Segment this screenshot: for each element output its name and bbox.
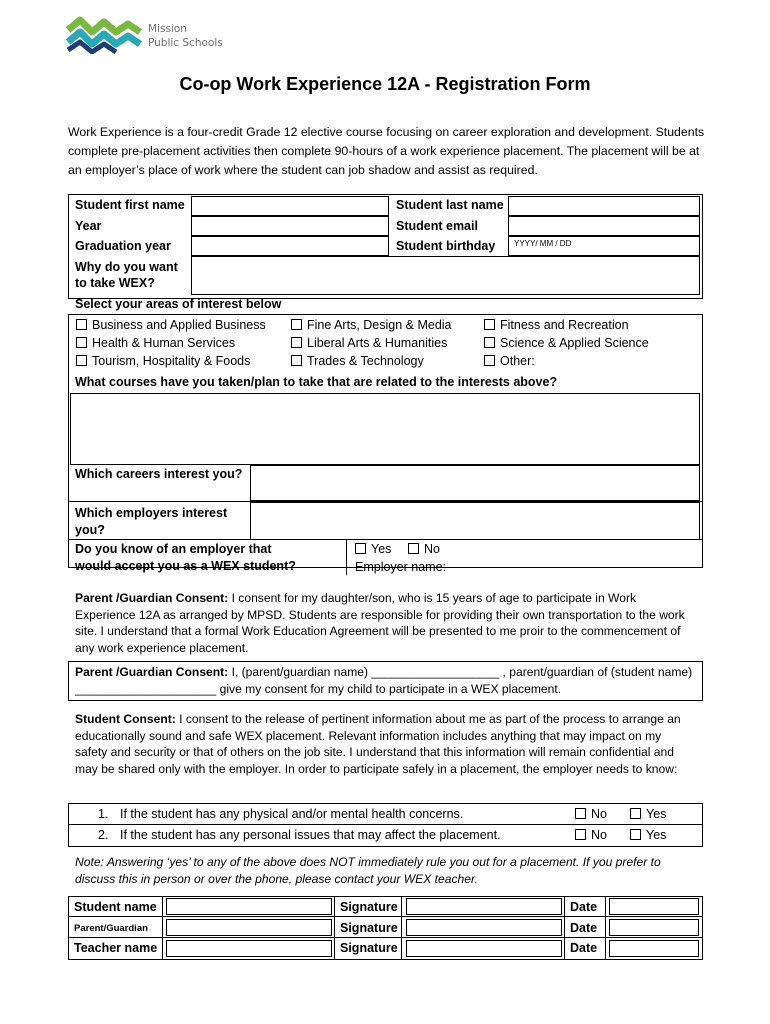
question-1-no[interactable] xyxy=(575,807,607,821)
page-title: Co-op Work Experience 12A - Registration Form xyxy=(179,74,591,94)
divider xyxy=(68,916,703,917)
no-label: No xyxy=(591,807,607,821)
last-name-label: Student last name xyxy=(396,198,504,212)
interest-label: Tourism, Hospitality & Foods xyxy=(92,354,251,368)
checkbox-icon xyxy=(76,319,87,330)
date-label: Date xyxy=(570,921,598,935)
student-name-input[interactable] xyxy=(166,898,332,915)
interest-label: Other: xyxy=(500,354,535,368)
student-consent-heading: Student Consent: xyxy=(75,712,176,726)
logo-mark-icon xyxy=(66,16,142,54)
interest-business[interactable] xyxy=(76,318,266,332)
checkbox-icon xyxy=(484,337,495,348)
birthday-label: Student birthday xyxy=(396,239,496,253)
question-1-text: If the student has any physical and/or mental health concerns. xyxy=(120,807,464,821)
logo-text xyxy=(148,22,223,50)
parent-consent-heading: Parent /Guardian Consent: xyxy=(75,591,229,605)
divider xyxy=(334,896,335,959)
parent-name-input[interactable] xyxy=(166,919,332,936)
logo-line-1: Mission xyxy=(148,23,187,35)
checkbox-icon xyxy=(291,355,302,366)
interest-label: Business and Applied Business xyxy=(92,318,266,332)
checkbox-icon xyxy=(76,355,87,366)
interest-label: Health & Human Services xyxy=(92,336,236,350)
intro-paragraph: Work Experience is a four-credit Grade 12 elective course focusing on career exploration and development. Students complete pre-placement activities then complete 90-hours of a work experience placement. The placement will be at an employer’s place of work where the student can job shadow and assist as required. xyxy=(68,125,705,177)
divider xyxy=(346,539,347,575)
student-date-input[interactable] xyxy=(609,898,699,915)
email-input[interactable] xyxy=(508,216,700,236)
divider xyxy=(162,896,163,959)
interest-label: Liberal Arts & Humanities xyxy=(307,336,448,350)
parent-consent-2-paragraph xyxy=(75,664,695,697)
student-info-section xyxy=(68,194,703,594)
divider xyxy=(564,896,565,959)
question-1-yes[interactable] xyxy=(630,807,666,821)
interest-liberal-arts[interactable] xyxy=(291,336,447,350)
checkbox-icon xyxy=(484,355,495,366)
interest-fine-arts[interactable] xyxy=(291,318,452,332)
student-signature-input[interactable] xyxy=(406,898,562,915)
year-label: Year xyxy=(75,219,102,233)
last-name-input[interactable] xyxy=(508,196,700,216)
parent-date-input[interactable] xyxy=(609,919,699,936)
interest-tourism[interactable] xyxy=(76,354,250,368)
interest-label: Trades & Technology xyxy=(307,354,424,368)
interest-health[interactable] xyxy=(76,336,235,350)
question-2-no[interactable] xyxy=(575,828,607,842)
parent-consent-text: I consent for my daughter/son, who is 15 years of age to participate in Work Experience 12A as arranged by MPSD. Students are responsible for providing their own transportation to the work site. I understand that a formal Work Education Agreement will be presented to me proir to the commencement of any work experience placement. xyxy=(75,591,685,655)
question-2-number: 2. xyxy=(98,828,109,842)
checkbox-icon xyxy=(355,543,366,554)
employer-no-option[interactable] xyxy=(408,542,440,556)
birthday-input[interactable] xyxy=(508,236,700,256)
email-label: Student email xyxy=(396,219,478,233)
teacher-name-input[interactable] xyxy=(166,940,332,957)
signatures-table xyxy=(68,896,703,960)
employer-yes-option[interactable] xyxy=(355,542,391,556)
courses-question: What courses have you taken/plan to take that are related to the interests above? xyxy=(75,375,558,389)
date-label: Date xyxy=(570,900,598,914)
grad-year-input[interactable] xyxy=(191,236,389,256)
birthday-placeholder: YYYY/ MM / DD xyxy=(514,239,572,248)
employers-label: Which employers interest you? xyxy=(75,506,228,537)
interest-other[interactable] xyxy=(484,354,535,368)
interest-label: Fine Arts, Design & Media xyxy=(307,318,452,332)
interest-label: Fitness and Recreation xyxy=(500,318,629,332)
why-wex-label: Why do you want to take WEX? xyxy=(75,260,178,290)
parent-consent-2-text: I, (parent/guardian name) ___________________ , parent/guardian of (student name) _____________________ give my consent for my child to participate in a WEX placement. xyxy=(75,665,693,696)
first-name-label: Student first name xyxy=(75,198,185,212)
student-name-label: Student name xyxy=(74,900,157,914)
logo-line-2: Public Schools xyxy=(148,37,223,49)
divider xyxy=(68,937,703,938)
employers-input[interactable] xyxy=(250,502,700,540)
parent-consent-paragraph xyxy=(75,590,695,656)
parent-guardian-label: Parent/Guardian xyxy=(74,923,148,934)
checkbox-icon xyxy=(76,337,87,348)
student-consent-paragraph xyxy=(75,711,695,777)
date-label: Date xyxy=(570,941,598,955)
signature-label: Signature xyxy=(340,941,398,955)
yes-label: Yes xyxy=(646,828,667,842)
careers-label: Which careers interest you? xyxy=(75,467,243,481)
checkbox-icon xyxy=(484,319,495,330)
grad-year-label: Graduation year xyxy=(75,239,171,253)
question-1-number: 1. xyxy=(98,807,109,821)
divider xyxy=(68,539,703,540)
first-name-input[interactable] xyxy=(191,196,389,216)
student-consent-text: I consent to the release of pertinent information about me as part of the process to arrange an educationally sound and safe WEX placement. Relevant information includes anything that may impact on my safety and security or that of others on the job site. I understand that this information will remain confidential and may be shared only with the employer. In order to participate safely in a placement, the employer needs to know: xyxy=(75,712,681,776)
divider xyxy=(68,824,703,825)
interest-science[interactable] xyxy=(484,336,649,350)
signature-label: Signature xyxy=(340,900,398,914)
no-label: No xyxy=(591,828,607,842)
signature-label: Signature xyxy=(340,921,398,935)
interest-label: Science & Applied Science xyxy=(500,336,649,350)
parent-signature-input[interactable] xyxy=(406,919,562,936)
divider xyxy=(605,896,606,959)
checkbox-icon xyxy=(291,319,302,330)
checkbox-icon xyxy=(575,829,586,840)
divider xyxy=(401,896,402,959)
teacher-name-label: Teacher name xyxy=(74,941,158,955)
yes-label: Yes xyxy=(646,807,667,821)
teacher-signature-input[interactable] xyxy=(406,940,562,957)
checkbox-icon xyxy=(291,337,302,348)
year-input[interactable] xyxy=(191,216,389,236)
parent-consent-2-heading: Parent /Guardian Consent: xyxy=(75,665,229,679)
teacher-date-input[interactable] xyxy=(609,940,699,957)
yes-label: Yes xyxy=(371,542,392,556)
employer-know-label: Do you know of an employer that would accept you as a WEX student? xyxy=(75,542,296,573)
courses-input[interactable] xyxy=(70,393,700,465)
question-2-text: If the student has any personal issues that may affect the placement. xyxy=(120,828,501,842)
checkbox-icon xyxy=(630,808,641,819)
checkbox-icon xyxy=(408,543,419,554)
no-label: No xyxy=(424,542,440,556)
interest-fitness[interactable] xyxy=(484,318,629,332)
why-wex-input[interactable] xyxy=(191,256,700,295)
checkbox-icon xyxy=(575,808,586,819)
employer-name-label: Employer name: xyxy=(355,560,447,574)
question-2-yes[interactable] xyxy=(630,828,666,842)
interest-trades[interactable] xyxy=(291,354,424,368)
careers-input[interactable] xyxy=(250,465,700,501)
mission-logo xyxy=(66,16,142,54)
interests-heading: Select your areas of interest below xyxy=(75,297,282,311)
note-paragraph: Note: Answering ‘yes’ to any of the above does NOT immediately rule you out for a placement. If you prefer to discuss this in person or over the phone, please contact your WEX teacher. xyxy=(75,855,661,886)
checkbox-icon xyxy=(630,829,641,840)
